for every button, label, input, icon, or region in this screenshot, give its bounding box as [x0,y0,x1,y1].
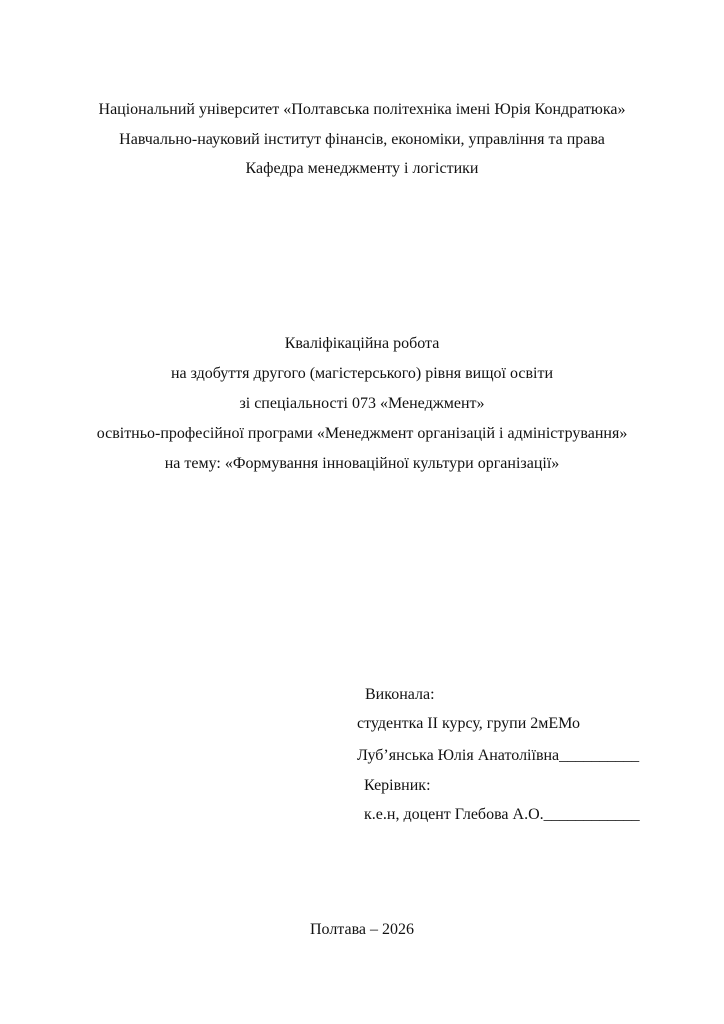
program-line: освітньо-професійної програми «Менеджмент організацій і адміністрування» [96,425,628,442]
topic-line: на тему: «Формування інноваційної культури організації» [164,455,560,472]
department-name: Кафедра менеджменту і логістики [245,160,479,177]
student-name: Луб’янська Юлія Анатоліївна__________ [357,747,640,764]
degree-line: на здобуття другого (магістерського) рівня вищої освіти [170,365,554,382]
student-info: студентка ІІ курсу, групи 2мЕМо [357,715,580,732]
city-year: Полтава – 2026 [309,921,415,938]
institute-name: Навчально-науковий інститут фінансів, економіки, управління та права [119,131,605,148]
work-type: Кваліфікаційна робота [284,335,440,352]
university-name: Національний університет «Полтавська політехніка імені Юрія Кондратюка» [98,101,626,118]
supervisor-name: к.е.н, доцент Глебова А.О.____________ [364,806,640,823]
performed-label: Виконала: [365,686,435,703]
specialty-line: зі спеціальності 073 «Менеджмент» [239,395,485,412]
supervisor-label: Керівник: [364,777,431,794]
